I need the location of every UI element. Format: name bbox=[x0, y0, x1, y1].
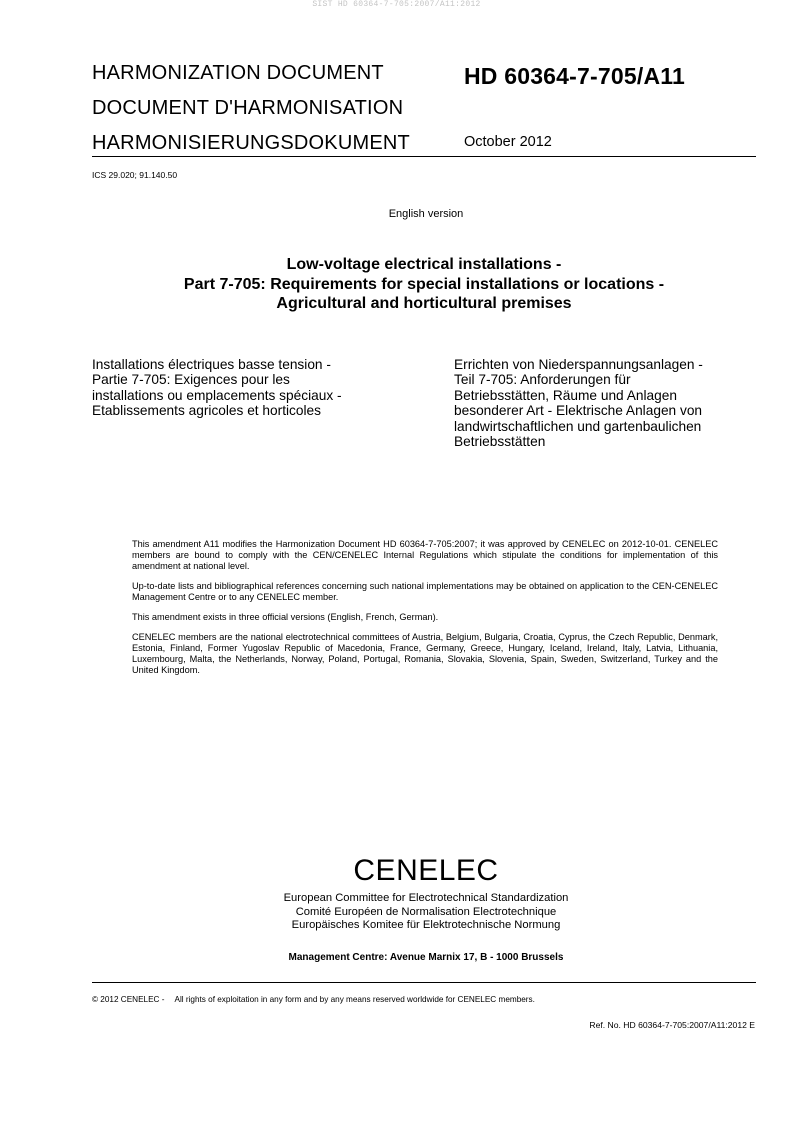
german-title-line: besonderer Art - Elektrische Anlagen von bbox=[454, 403, 703, 419]
copyright-notice bbox=[92, 995, 535, 1004]
french-title-line: Etablissements agricoles et horticoles bbox=[92, 403, 321, 419]
rights-text: All rights of exploitation in any form and by any means reserved worldwide for CENELEC members. bbox=[174, 995, 535, 1004]
intro-paragraph: This amendment A11 modifies the Harmonization Document HD 60364-7-705:2007; it was approved by CENELEC on 2012-10-01. CENELEC members are bound to comply with the CEN/CENELEC Internal Regulations which stipulate the conditions for implementation of this amendment at national level. bbox=[132, 539, 718, 571]
management-centre-address: Management Centre: Avenue Marnix 17, B - 1000 Brussels bbox=[288, 952, 564, 963]
footer-rule bbox=[92, 982, 756, 983]
document-number: HD 60364-7-705/A11 bbox=[464, 63, 685, 89]
organization-name: CENELEC bbox=[353, 854, 499, 887]
french-title-line: Installations électriques basse tension - bbox=[92, 357, 331, 372]
document-title bbox=[92, 255, 756, 314]
french-title bbox=[92, 357, 342, 419]
document-type-english: HARMONIZATION DOCUMENT bbox=[92, 62, 384, 84]
german-title-line: Teil 7-705: Anforderungen für bbox=[454, 372, 631, 388]
document-type-german: HARMONISIERUNGSDOKUMENT bbox=[92, 132, 410, 154]
french-title-line: Partie 7-705: Exigences pour les bbox=[92, 372, 290, 388]
publication-date: October 2012 bbox=[464, 134, 552, 150]
intro-paragraph: CENELEC members are the national electrotechnical committees of Austria, Belgium, Bulgaria, Croatia, Cyprus, the Czech Republic, Denmark, Estonia, Finland, Former Yugoslav Republic of Macedonia, France, Germany, Greece, Hungary, Iceland, Ireland, Italy, Latvia, Lithuania, Luxembourg, Malta, the Netherlands, Norway, Poland, Portugal, Romania, Slovakia, Slovenia, Spain, Sweden, Switzerland, Turkey and the United Kingdom. bbox=[132, 632, 718, 675]
committee-line: Europäisches Komitee für Elektrotechnische Normung bbox=[291, 919, 561, 932]
title-line: Part 7-705: Requirements for special installations or locations - bbox=[183, 275, 665, 293]
german-title bbox=[454, 357, 703, 449]
title-line: Low-voltage electrical installations - bbox=[286, 256, 562, 273]
watermark: SIST HD 60364-7-705:2007/A11:2012 bbox=[312, 0, 481, 9]
ics-codes: ICS 29.020; 91.140.50 bbox=[92, 170, 178, 180]
german-title-line: Betriebsstätten, Räume und Anlagen bbox=[454, 387, 677, 403]
committee-line: Comité Européen de Normalisation Electrotechnique bbox=[295, 905, 557, 918]
intro-text bbox=[132, 539, 718, 685]
german-title-line: Betriebsstätten bbox=[454, 434, 546, 450]
intro-paragraph: This amendment exists in three official versions (English, French, German). bbox=[132, 612, 439, 622]
language-version: English version bbox=[388, 208, 464, 220]
german-title-line: Errichten von Niederspannungsanlagen - bbox=[454, 357, 703, 372]
copyright-text: © 2012 CENELEC - bbox=[92, 995, 165, 1004]
committee-names bbox=[0, 892, 793, 933]
german-title-line: landwirtschaftlichen und gartenbaulichen bbox=[454, 418, 702, 434]
header-rule bbox=[92, 156, 756, 157]
document-type-french: DOCUMENT D'HARMONISATION bbox=[92, 97, 404, 119]
reference-number: Ref. No. HD 60364-7-705:2007/A11:2012 E bbox=[589, 1020, 755, 1030]
title-line: Agricultural and horticultural premises bbox=[276, 295, 572, 312]
french-title-line: installations ou emplacements spéciaux - bbox=[92, 387, 342, 403]
committee-line: European Committee for Electrotechnical Standardization bbox=[283, 892, 569, 904]
intro-paragraph: Up-to-date lists and bibliographical references concerning such national implementations may be obtained on application to the CEN-CENELEC Management Centre or to any CENELEC member. bbox=[132, 581, 718, 602]
